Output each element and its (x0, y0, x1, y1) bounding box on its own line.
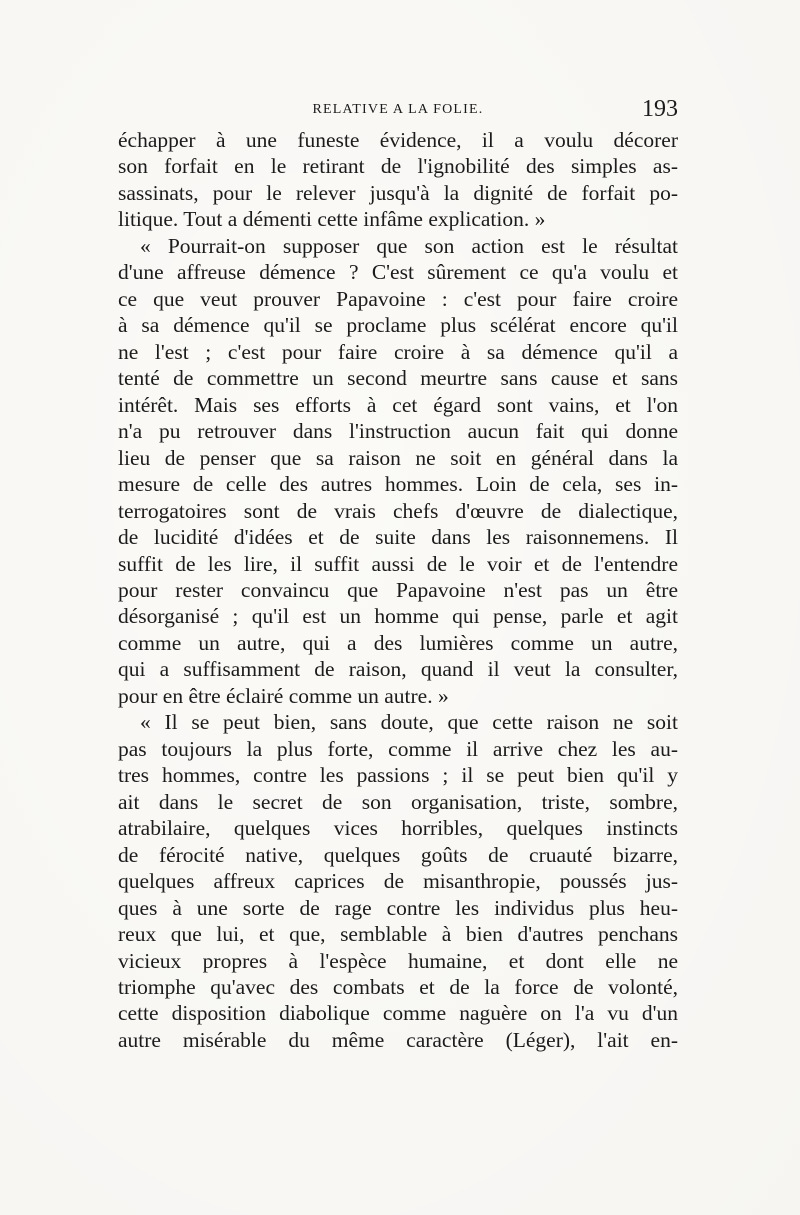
text-line: triomphe qu'avec des combats et de la force de volonté, (118, 975, 678, 999)
text-line: tenté de commettre un second meurtre sans cause et sans (118, 366, 678, 391)
text-line: intérêt. Mais ses efforts à cet égard sont vains, et l'on (118, 392, 678, 417)
running-title: RELATIVE A LA FOLIE. (312, 102, 484, 117)
text-line: vicieux propres à l'espèce humaine, et dont elle ne (118, 948, 678, 973)
text-line: de férocité native, quelques goûts de cruauté bizarre, (118, 842, 678, 867)
text-line: son forfait en le retirant de l'ignobilité des simples as- (118, 154, 678, 179)
text-line: ques à une sorte de rage contre les individus plus heu- (118, 895, 678, 920)
text-line: comme un autre, qui a des lumières comme un autre, (118, 630, 678, 655)
text-line: sassinats, pour le relever jusqu'à la dignité de forfait po- (118, 180, 678, 205)
text-line: cette disposition diabolique comme naguère on l'a vu d'un (118, 1001, 678, 1026)
text-line: à sa démence qu'il se proclame plus scélérat encore qu'il (118, 313, 678, 338)
text-line: n'a pu retrouver dans l'instruction aucun fait qui donne (118, 419, 678, 444)
text-line: atrabilaire, quelques vices horribles, quelques instincts (118, 816, 678, 841)
text-line: mesure de celle des autres hommes. Loin de cela, ses in- (118, 472, 678, 497)
text-line: autre misérable du même caractère (Léger), l'ait en- (118, 1027, 678, 1052)
text-line: désorganisé ; qu'il est un homme qui pense, parle et agit (118, 604, 678, 629)
text-line: d'une affreuse démence ? C'est sûrement ce qu'a voulu et (118, 260, 678, 285)
text-line: « Pourrait-on supposer que son action est le résultat (140, 233, 678, 258)
text-line: lieu de penser que sa raison ne soit en général dans la (118, 445, 678, 470)
text-line: suffit de les lire, il suffit aussi de le voir et de l'entendre (118, 551, 678, 576)
page-number: 193 (642, 96, 678, 122)
text-line: quelques affreux caprices de misanthropie, poussés jus- (118, 869, 678, 894)
text-line: ait dans le secret de son organisation, triste, sombre, (118, 789, 678, 814)
text-line: litique. Tout a démenti cette infâme explication. » (118, 207, 546, 232)
text-line: ne l'est ; c'est pour faire croire à sa démence qu'il a (118, 339, 678, 364)
text-line: qui a suffisamment de raison, quand il veut la consulter, (118, 657, 678, 682)
text-line: pour rester convaincu que Papavoine n'est pas un être (118, 577, 678, 602)
text-line: pour en être éclairé comme un autre. » (118, 683, 449, 708)
body-text (118, 127, 678, 1053)
text-line: terrogatoires sont de vrais chefs d'œuvre de dialectique, (118, 498, 678, 523)
text-line: de lucidité d'idées et de suite dans les raisonnemens. Il (118, 525, 678, 550)
text-line: « Il se peut bien, sans doute, que cette raison ne soit (140, 710, 678, 735)
text-line: échapper à une funeste évidence, il a voulu décorer (118, 128, 678, 152)
text-line: tres hommes, contre les passions ; il se peut bien qu'il y (118, 763, 678, 788)
text-line: ce que veut prouver Papavoine : c'est pour faire croire (118, 286, 678, 311)
text-line: reux que lui, et que, semblable à bien d'autres penchans (118, 922, 678, 947)
running-head (118, 96, 678, 126)
text-line: pas toujours la plus forte, comme il arrive chez les au- (118, 736, 678, 761)
